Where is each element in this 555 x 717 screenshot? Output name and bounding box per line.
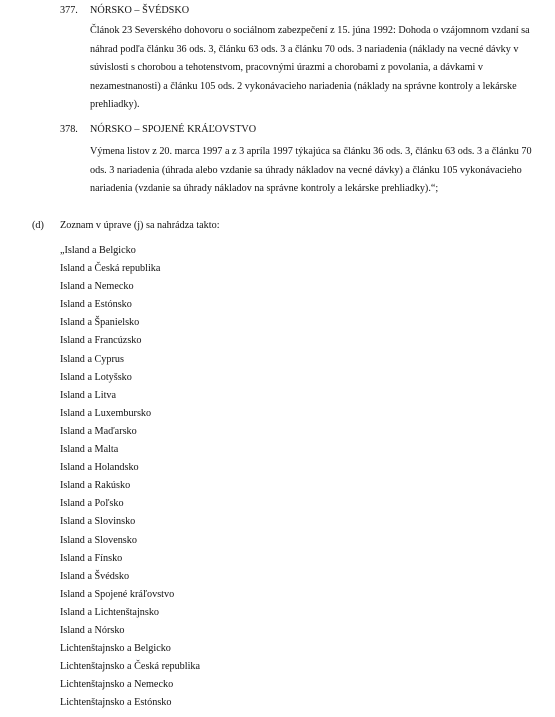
list-item: Lichtenštajnsko a Nemecko: [60, 679, 174, 691]
list-item: Lichtenštajnsko a Estónsko: [60, 697, 172, 709]
list-item: Island a Luxembursko: [60, 407, 152, 419]
list-item: Island a Estónsko: [60, 299, 132, 311]
point-d: [32, 220, 220, 231]
list-item: Island a Litva: [60, 389, 117, 401]
entry-title: NÓRSKO – SPOJENÉ KRÁĽOVSTVO: [90, 124, 257, 135]
list-item: Island a Slovinsko: [60, 516, 136, 528]
list-item: Lichtenštajnsko a Belgicko: [60, 643, 171, 655]
entry-number: 378.: [60, 124, 78, 135]
entry-378-heading: [60, 124, 256, 135]
entry-377-heading: [60, 5, 189, 16]
point-text: Zoznam v úprave (j) sa nahrádza takto:: [60, 220, 220, 231]
entry-377-text: Článok 23 Severského dohovoru o sociálnom zabezpečení z 15. júna 1992: Dohoda o vzájomnom vzdaní sa náhrad podľa článku 36 ods. 3, článku 63 ods. 3 a článku 70 ods. 3 nariadenia (náklady na vecné dávky v súvislosti s chorobou a tehotenstvom, pracovnými úrazmi a chorobami z povolania, a dávkami v nezamestnanosti) a článku 105 ods. 2 vykonávacieho nariadenia (náklady na správne kontroly a lekárske prehliadky).: [90, 25, 530, 110]
point-label: (d): [32, 220, 44, 231]
list-item: „Island a Belgicko: [60, 245, 136, 256]
list-item: Island a Švédsko: [60, 570, 130, 582]
list-item: Island a Francúzsko: [60, 335, 142, 347]
list-item: Island a Holandsko: [60, 462, 139, 474]
list-item: Island a Slovensko: [60, 534, 137, 546]
list-item: Island a Španielsko: [60, 317, 140, 329]
list-item: Island a Lotyšsko: [60, 371, 132, 383]
list-item: Island a Rakúsko: [60, 480, 131, 492]
list-item: Island a Nemecko: [60, 281, 134, 293]
list-item: Island a Česká republika: [60, 263, 161, 275]
list-item: Island a Fínsko: [60, 552, 123, 564]
entry-378-text: Výmena listov z 20. marca 1997 a z 3 apríla 1997 týkajúca sa článku 36 ods. 3, článku 63 ods. 3 a článku 70 ods. 3 nariadenia (úhrada alebo vzdanie sa úhrady nákladov na vecné dávky) a článku 105 vykonávacieho nariadenia (vzdanie sa úhrady nákladov na správne kontroly a lekárske prehliadky).“;: [90, 146, 532, 194]
entry-number: 377.: [60, 5, 78, 16]
list-item: Island a Malta: [60, 444, 119, 456]
list-item: Island a Poľsko: [60, 498, 124, 510]
list-item: Island a Spojené kráľovstvo: [60, 588, 175, 600]
list-item: Island a Maďarsko: [60, 425, 137, 437]
list-item: Island a Lichtenštajnsko: [60, 606, 160, 618]
list-item: Island a Cyprus: [60, 353, 124, 365]
country-pair-list: [60, 242, 200, 712]
list-item: Lichtenštajnsko a Česká republika: [60, 661, 201, 673]
entry-title: NÓRSKO – ŠVÉDSKO: [90, 5, 190, 16]
list-item: Island a Nórsko: [60, 624, 125, 636]
